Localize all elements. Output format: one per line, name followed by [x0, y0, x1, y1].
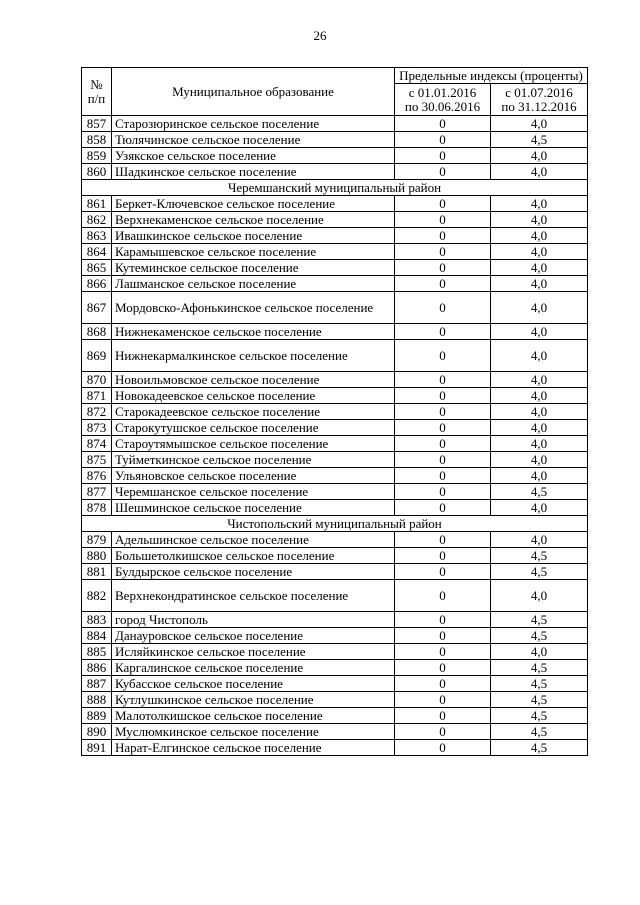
- table-row: [82, 644, 588, 660]
- row-name: Нижнекаменское сельское поселение: [112, 324, 395, 340]
- row-name: Тюлячинское сельское поселение: [112, 132, 395, 148]
- row-number: 865: [82, 260, 112, 276]
- header-group: Предельные индексы (проценты): [394, 68, 587, 84]
- row-value-period-1: 0: [394, 372, 490, 388]
- row-number: 882: [82, 580, 112, 612]
- row-value-period-2: 4,5: [490, 484, 587, 500]
- section-title: Черемшанский муниципальный район: [82, 180, 588, 196]
- row-value-period-2: 4,5: [490, 548, 587, 564]
- table-row: [82, 228, 588, 244]
- row-value-period-2: 4,0: [490, 164, 587, 180]
- table-row: [82, 404, 588, 420]
- row-name: Каргалинское сельское поселение: [112, 660, 395, 676]
- row-number: 859: [82, 148, 112, 164]
- row-name: Лашманское сельское поселение: [112, 276, 395, 292]
- row-value-period-1: 0: [394, 676, 490, 692]
- table-row: [82, 148, 588, 164]
- table-row: [82, 532, 588, 548]
- row-name: Староутямышское сельское поселение: [112, 436, 395, 452]
- row-number: 864: [82, 244, 112, 260]
- row-name: Верхнекондратинское сельское поселение: [112, 580, 395, 612]
- row-value-period-2: 4,0: [490, 324, 587, 340]
- row-number: 879: [82, 532, 112, 548]
- row-value-period-1: 0: [394, 164, 490, 180]
- table-row: [82, 628, 588, 644]
- row-value-period-2: 4,5: [490, 740, 587, 756]
- row-value-period-2: 4,0: [490, 388, 587, 404]
- row-value-period-1: 0: [394, 276, 490, 292]
- row-number: 872: [82, 404, 112, 420]
- row-value-period-2: 4,0: [490, 340, 587, 372]
- row-number: 880: [82, 548, 112, 564]
- table-row: [82, 692, 588, 708]
- table-row: [82, 196, 588, 212]
- table-row: [82, 260, 588, 276]
- table-row: [82, 740, 588, 756]
- row-number: 876: [82, 468, 112, 484]
- row-value-period-2: 4,5: [490, 612, 587, 628]
- row-name: Кутлушкинское сельское поселение: [112, 692, 395, 708]
- row-name: Данауровское сельское поселение: [112, 628, 395, 644]
- row-number: 884: [82, 628, 112, 644]
- row-value-period-1: 0: [394, 532, 490, 548]
- row-name: Нижнекармалкинское сельское поселение: [112, 340, 395, 372]
- row-name: Муслюмкинское сельское поселение: [112, 724, 395, 740]
- row-value-period-1: 0: [394, 724, 490, 740]
- row-number: 875: [82, 452, 112, 468]
- row-name: Беркет-Ключевское сельское поселение: [112, 196, 395, 212]
- row-value-period-1: 0: [394, 260, 490, 276]
- table-body: [82, 116, 588, 756]
- table-row: [82, 276, 588, 292]
- row-number: 878: [82, 500, 112, 516]
- row-value-period-2: 4,0: [490, 148, 587, 164]
- row-value-period-1: 0: [394, 484, 490, 500]
- row-number: 873: [82, 420, 112, 436]
- table-row: [82, 452, 588, 468]
- row-value-period-1: 0: [394, 404, 490, 420]
- row-value-period-1: 0: [394, 708, 490, 724]
- section-row: [82, 180, 588, 196]
- row-value-period-1: 0: [394, 628, 490, 644]
- row-value-period-1: 0: [394, 324, 490, 340]
- row-value-period-1: 0: [394, 244, 490, 260]
- row-number: 868: [82, 324, 112, 340]
- row-number: 889: [82, 708, 112, 724]
- row-value-period-2: 4,5: [490, 564, 587, 580]
- row-name: Исляйкинское сельское поселение: [112, 644, 395, 660]
- section-row: [82, 516, 588, 532]
- row-value-period-2: 4,0: [490, 580, 587, 612]
- row-name: Ивашкинское сельское поселение: [112, 228, 395, 244]
- row-value-period-1: 0: [394, 420, 490, 436]
- row-value-period-2: 4,0: [490, 116, 587, 132]
- row-number: 861: [82, 196, 112, 212]
- row-value-period-2: 4,0: [490, 468, 587, 484]
- row-name: Шешминское сельское поселение: [112, 500, 395, 516]
- row-name: Верхнекаменское сельское поселение: [112, 212, 395, 228]
- row-value-period-1: 0: [394, 212, 490, 228]
- row-value-period-1: 0: [394, 612, 490, 628]
- table-row: [82, 212, 588, 228]
- row-number: 860: [82, 164, 112, 180]
- row-value-period-1: 0: [394, 644, 490, 660]
- row-value-period-2: 4,0: [490, 372, 587, 388]
- header-period-2: с 01.07.2016 по 31.12.2016: [490, 84, 587, 116]
- table-row: [82, 708, 588, 724]
- row-number: 867: [82, 292, 112, 324]
- row-number: 869: [82, 340, 112, 372]
- row-name: Туйметкинское сельское поселение: [112, 452, 395, 468]
- table-row: [82, 436, 588, 452]
- section-title: Чистопольский муниципальный район: [82, 516, 588, 532]
- row-number: 858: [82, 132, 112, 148]
- row-number: 891: [82, 740, 112, 756]
- row-name: Адельшинское сельское поселение: [112, 532, 395, 548]
- row-value-period-1: 0: [394, 692, 490, 708]
- row-number: 863: [82, 228, 112, 244]
- row-value-period-1: 0: [394, 148, 490, 164]
- row-value-period-1: 0: [394, 564, 490, 580]
- table-row: [82, 724, 588, 740]
- row-value-period-2: 4,0: [490, 228, 587, 244]
- row-name: Новоильмовское сельское поселение: [112, 372, 395, 388]
- row-name: Мордовско-Афонькинское сельское поселение: [112, 292, 395, 324]
- row-name: Булдырское сельское поселение: [112, 564, 395, 580]
- row-value-period-2: 4,0: [490, 500, 587, 516]
- table-row: [82, 244, 588, 260]
- table-row: [82, 484, 588, 500]
- row-value-period-2: 4,5: [490, 708, 587, 724]
- row-name: Новокадеевское сельское поселение: [112, 388, 395, 404]
- table-row: [82, 468, 588, 484]
- row-value-period-2: 4,0: [490, 276, 587, 292]
- row-value-period-2: 4,0: [490, 404, 587, 420]
- row-value-period-1: 0: [394, 580, 490, 612]
- row-value-period-2: 4,0: [490, 644, 587, 660]
- table-row: [82, 500, 588, 516]
- row-number: 886: [82, 660, 112, 676]
- row-value-period-1: 0: [394, 468, 490, 484]
- row-value-period-1: 0: [394, 292, 490, 324]
- table-row: [82, 564, 588, 580]
- row-value-period-1: 0: [394, 388, 490, 404]
- row-value-period-1: 0: [394, 548, 490, 564]
- table-row: [82, 660, 588, 676]
- row-value-period-1: 0: [394, 436, 490, 452]
- table-row: [82, 612, 588, 628]
- row-number: 862: [82, 212, 112, 228]
- row-name: Нарат-Елгинское сельское поселение: [112, 740, 395, 756]
- row-number: 871: [82, 388, 112, 404]
- table-row: [82, 116, 588, 132]
- table-row: [82, 292, 588, 324]
- row-value-period-2: 4,0: [490, 420, 587, 436]
- header-num: № п/п: [82, 68, 112, 116]
- table-row: [82, 372, 588, 388]
- row-name: Старокутушское сельское поселение: [112, 420, 395, 436]
- row-value-period-1: 0: [394, 660, 490, 676]
- row-name: Шадкинское сельское поселение: [112, 164, 395, 180]
- row-name: Узякское сельское поселение: [112, 148, 395, 164]
- row-value-period-1: 0: [394, 740, 490, 756]
- row-value-period-2: 4,5: [490, 660, 587, 676]
- page-number: 26: [313, 28, 327, 43]
- row-number: 883: [82, 612, 112, 628]
- row-value-period-2: 4,0: [490, 436, 587, 452]
- table-header: [82, 68, 588, 116]
- table-row: [82, 676, 588, 692]
- row-name: Малотолкишское сельское поселение: [112, 708, 395, 724]
- row-number: 890: [82, 724, 112, 740]
- row-number: 857: [82, 116, 112, 132]
- row-name: Карамышевское сельское поселение: [112, 244, 395, 260]
- row-value-period-2: 4,5: [490, 692, 587, 708]
- row-value-period-1: 0: [394, 116, 490, 132]
- row-name: Кутеминское сельское поселение: [112, 260, 395, 276]
- row-value-period-2: 4,5: [490, 676, 587, 692]
- row-name: Старокадеевское сельское поселение: [112, 404, 395, 420]
- row-value-period-1: 0: [394, 500, 490, 516]
- row-value-period-2: 4,0: [490, 292, 587, 324]
- table-row: [82, 420, 588, 436]
- table-row: [82, 164, 588, 180]
- header-period-1: с 01.01.2016 по 30.06.2016: [394, 84, 490, 116]
- table-row: [82, 340, 588, 372]
- row-value-period-2: 4,0: [490, 452, 587, 468]
- row-name: Большетолкишское сельское поселение: [112, 548, 395, 564]
- row-value-period-2: 4,5: [490, 724, 587, 740]
- row-value-period-2: 4,0: [490, 212, 587, 228]
- row-value-period-1: 0: [394, 228, 490, 244]
- row-number: 881: [82, 564, 112, 580]
- table-row: [82, 324, 588, 340]
- row-number: 877: [82, 484, 112, 500]
- row-value-period-2: 4,0: [490, 532, 587, 548]
- row-number: 866: [82, 276, 112, 292]
- row-name: город Чистополь: [112, 612, 395, 628]
- row-value-period-1: 0: [394, 340, 490, 372]
- row-name: Черемшанское сельское поселение: [112, 484, 395, 500]
- row-name: Ульяновское сельское поселение: [112, 468, 395, 484]
- row-number: 887: [82, 676, 112, 692]
- row-value-period-2: 4,0: [490, 244, 587, 260]
- row-name: Кубасское сельское поселение: [112, 676, 395, 692]
- table-row: [82, 388, 588, 404]
- row-value-period-1: 0: [394, 132, 490, 148]
- table-row: [82, 132, 588, 148]
- row-value-period-2: 4,0: [490, 260, 587, 276]
- header-name: Муниципальное образование: [112, 68, 395, 116]
- row-value-period-1: 0: [394, 452, 490, 468]
- table-row: [82, 580, 588, 612]
- row-number: 870: [82, 372, 112, 388]
- row-value-period-2: 4,5: [490, 132, 587, 148]
- indices-table: [81, 67, 588, 756]
- row-number: 885: [82, 644, 112, 660]
- row-number: 874: [82, 436, 112, 452]
- row-value-period-1: 0: [394, 196, 490, 212]
- row-number: 888: [82, 692, 112, 708]
- row-value-period-2: 4,0: [490, 196, 587, 212]
- row-value-period-2: 4,5: [490, 628, 587, 644]
- table-row: [82, 548, 588, 564]
- row-name: Старозюринское сельское поселение: [112, 116, 395, 132]
